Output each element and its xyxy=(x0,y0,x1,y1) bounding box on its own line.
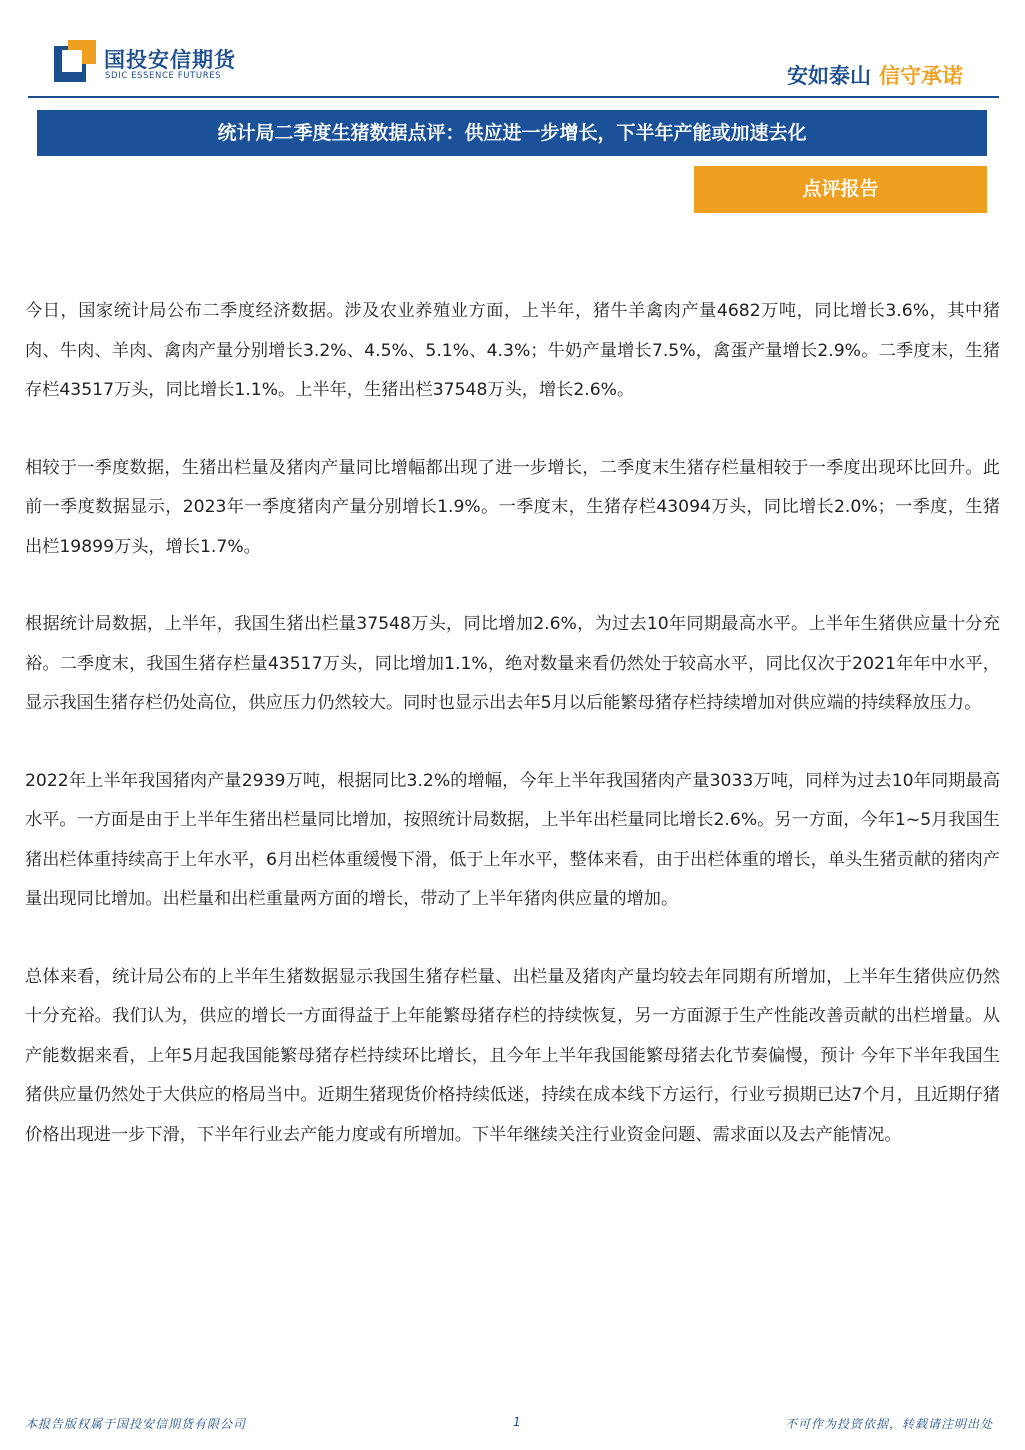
report-type-tag: 点评报告 xyxy=(694,166,987,213)
logo-english-name: SDIC ESSENCE FUTURES xyxy=(105,71,222,81)
paragraph-1: 今日，国家统计局公布二季度经济数据。涉及农业养殖业方面，上半年，猪牛羊禽肉产量4682万吨，同比增长3.6%，其中猪肉、牛肉、羊肉、禽肉产量分别增长3.2%、4.5%、5.1%、4.3%；牛奶产量增长7.5%，禽蛋产量增长2.9%。二季度末，生猪存栏43517万头，同比增长1.1%。上半年，生猪出栏37548万头，增长2.6%。 xyxy=(25,301,1000,400)
footer-copyright: 本报告版权属于国投安信期货有限公司 xyxy=(25,1417,247,1431)
slogan-part-2: 信守承诺 xyxy=(879,64,963,88)
company-logo xyxy=(54,40,254,90)
header-divider xyxy=(28,96,999,98)
paragraph-3: 根据统计局数据，上半年，我国生猪出栏量37548万头，同比增加2.6%，为过去10年同期最高水平。上半年生猪供应量十分充裕。二季度末，我国生猪存栏量43517万头，同比增加1.1%，绝对数量来看仍然处于较高水平，同比仅次于2021年年中水平，显示我国生猪存栏仍处高位，供应压力仍然较大。同时也显示出去年5月以后能繁母猪存栏持续增加对供应端的持续释放压力。 xyxy=(25,614,1000,713)
paragraph-5: 总体来看，统计局公布的上半年生猪数据显示我国生猪存栏量、出栏量及猪肉产量均较去年同期有所增加，上半年生猪供应仍然十分充裕。我们认为，供应的增长一方面得益于上年能繁母猪存栏的持续恢复，另一方面源于生产性能改善贡献的出栏增量。从产能数据来看，上年5月起我国能繁母猪存栏持续环比增长，且今年上半年我国能繁母猪去化节奏偏慢，预计 今年下半年我国生猪供应量仍然处于大供应的格局当中。近期生猪现货价格持续低迷，持续在成本线下方运行，行业亏损期已达7个月，且近期仔猪价格出现进一步下滑，下半年行业去产能力度或有所增加。下半年继续关注行业资金问题、需求面以及去产能情况。 xyxy=(25,966,1000,1145)
page-footer xyxy=(25,1415,993,1435)
sdic-logo-mark-icon xyxy=(54,40,96,84)
report-body xyxy=(25,292,1000,1193)
slogan-part-1: 安如泰山 xyxy=(787,64,871,88)
footer-disclaimer: 不可作为投资依据，转载请注明出处 xyxy=(784,1417,993,1431)
paragraph-4: 2022年上半年我国猪肉产量2939万吨，根据同比3.2%的增幅，今年上半年我国猪肉产量3033万吨，同样为过去10年同期最高水平。一方面是由于上半年生猪出栏量同比增加，按照统计局数据，上半年出栏量同比增长2.6%。另一方面，今年1~5月我国生猪出栏体重持续高于上年水平，6月出栏体重缓慢下滑，低于上年水平，整体来看，由于出栏体重的增长，单头生猪贡献的猪肉产量出现同比增加。出栏量和出栏重量两方面的增长，带动了上半年猪肉供应量的增加。 xyxy=(25,770,1000,909)
report-title: 统计局二季度生猪数据点评：供应进一步增长，下半年产能或加速去化 xyxy=(37,110,987,156)
paragraph-2: 相较于一季度数据，生猪出栏量及猪肉产量同比增幅都出现了进一步增长，二季度末生猪存栏量相较于一季度出现环比回升。此前一季度数据显示，2023年一季度猪肉产量分别增长1.9%。一季度末，生猪存栏43094万头，同比增长2.0%；一季度，生猪出栏19899万头，增长1.7%。 xyxy=(25,457,1000,557)
logo-chinese-name: 国投安信期货 xyxy=(104,48,236,72)
page-number: 1 xyxy=(513,1415,521,1429)
company-slogan xyxy=(787,60,963,90)
